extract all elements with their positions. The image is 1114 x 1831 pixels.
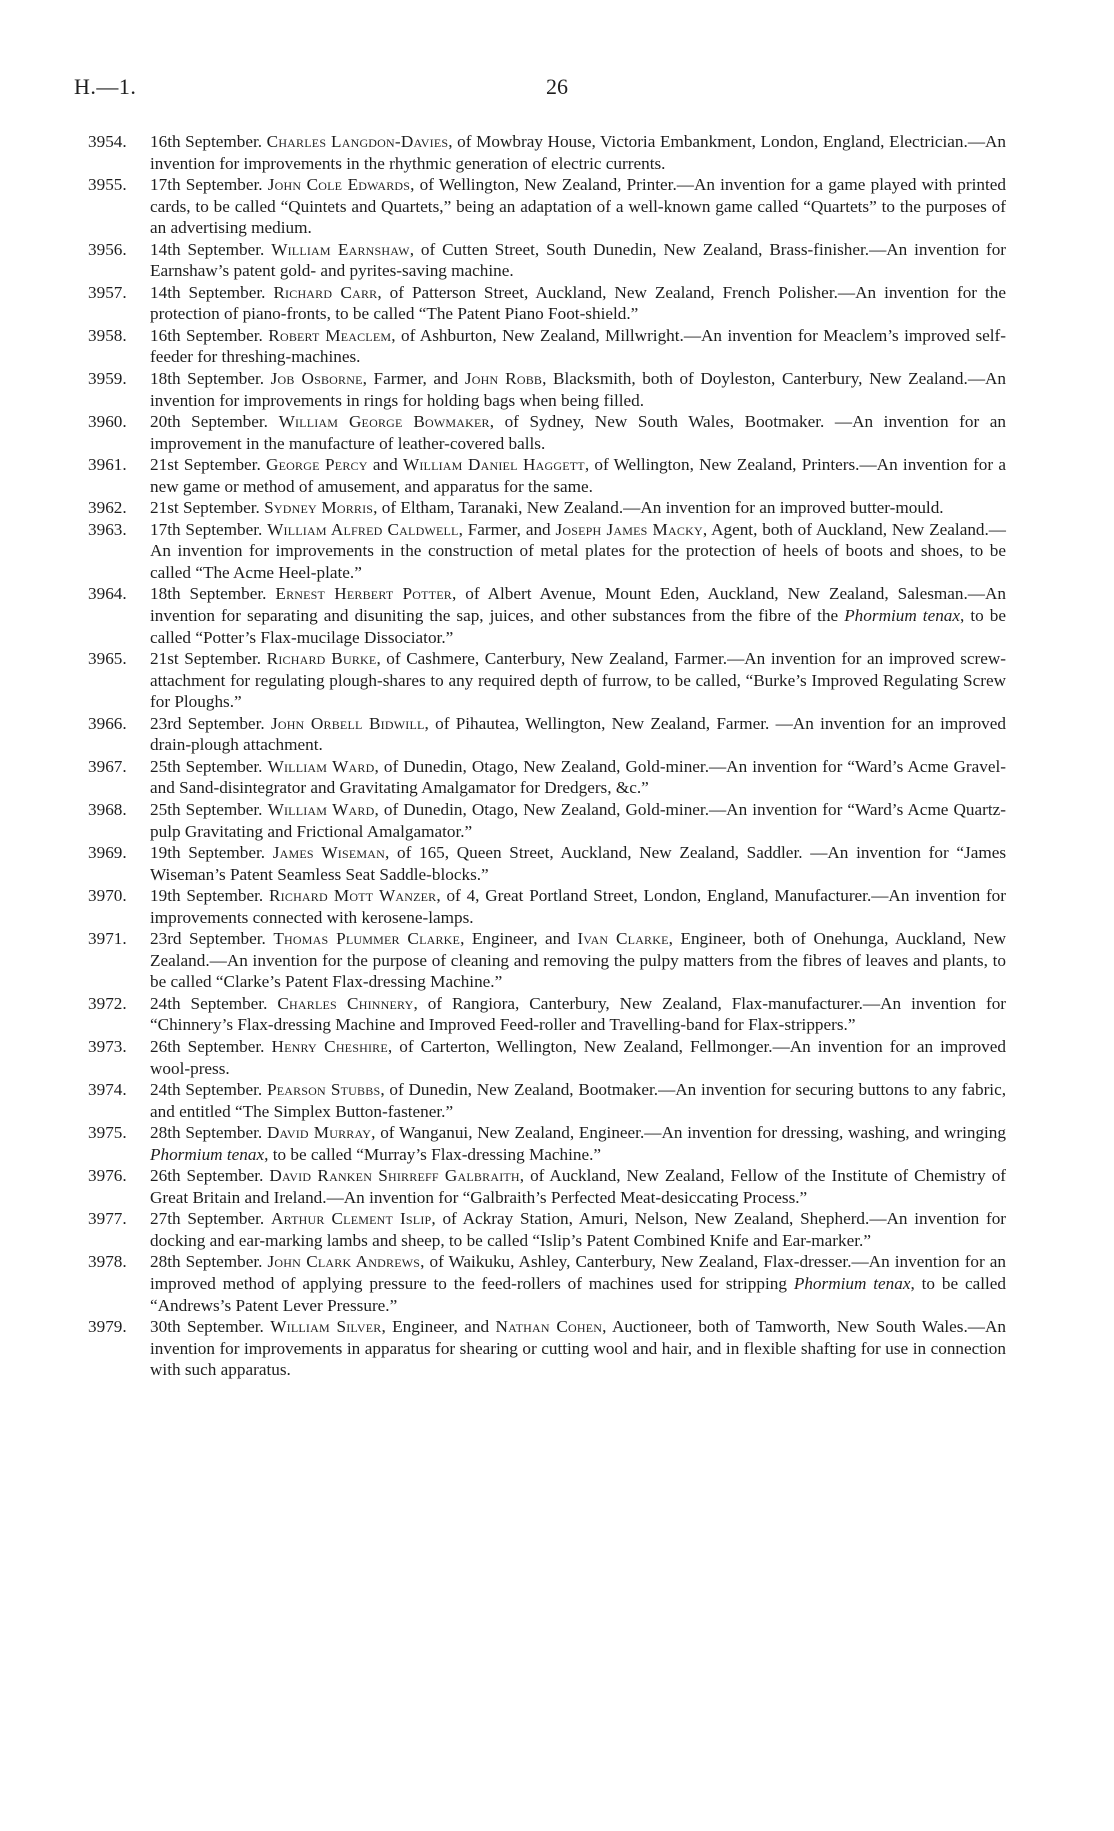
entry-date: 20th September. <box>150 412 268 432</box>
species-name: Phormium tenax <box>844 606 961 626</box>
applicant-name: David Ranken Shirreff Galbraith <box>269 1166 520 1186</box>
entry-number: 3965. <box>88 649 127 669</box>
entry-number: 3973. <box>88 1036 127 1056</box>
patent-entry <box>88 885 1006 928</box>
entry-text: , of Dunedin, Otago, New Zealand, Gold-miner.—An invention for “Ward’s Acme Quartz-pulp Gravitating and Frictional Amalgamator.” <box>150 799 1006 841</box>
entry-text: , of Albert Avenue, Mount Eden, Auckland, New Zealand, Salesman.—An invention for separating and disuniting the sap, juices, and other substances from the fibre of the <box>150 584 1006 626</box>
entry-text: , of Mowbray House, Victoria Embankment, London, England, Electrician.—An invention for improvements in the rhythmic generation of electric currents. <box>150 132 1007 173</box>
patent-entry <box>88 519 1006 584</box>
entry-date: 26th September. <box>150 1036 265 1056</box>
entry-date: 18th September. <box>150 369 265 389</box>
entry-text: , of Eltham, Taranaki, New Zealand.—An invention for an improved butter-mould. <box>373 498 944 518</box>
applicant-name: William Earnshaw <box>271 239 410 259</box>
entry-text: , of Rangiora, Canterbury, New Zealand, Flax-manufacturer.—An invention for “Chinnery’s Flax-dressing Machine and Improved Feed-roller and Travelling-band for Flax-strippers.” <box>150 993 1007 1035</box>
entry-date: 14th September. <box>150 239 265 259</box>
entry-text-continued: , of Wellington, New Zealand, Printers.—An invention for a new game or method of amusement, and apparatus for the same. <box>150 455 1007 496</box>
patent-entry <box>88 454 1006 497</box>
patent-entry <box>88 1079 1006 1122</box>
entry-text: , Farmer, and <box>362 369 465 389</box>
applicant-name: William Ward <box>267 756 375 776</box>
entry-date: 27th September. <box>150 1209 265 1229</box>
patent-entry <box>88 583 1006 648</box>
entry-text: , of Sydney, New South Wales, Bootmaker. —An invention for an improvement in the manufacture of leather-covered balls. <box>150 412 1007 453</box>
applicant-name: William Ward <box>267 799 375 819</box>
page-header <box>74 74 1040 104</box>
report-reference: H.—1. <box>74 74 137 99</box>
entry-date: 23rd September. <box>150 713 265 733</box>
applicant-name-second: William Daniel Haggett <box>402 455 585 475</box>
patent-entry <box>88 411 1006 454</box>
applicant-name: David Murray <box>266 1123 372 1143</box>
patent-entry <box>88 1165 1006 1208</box>
entry-date: 16th September. <box>150 132 263 151</box>
patent-entry <box>88 282 1006 325</box>
applicant-name: Henry Cheshire <box>271 1036 388 1056</box>
patent-entry <box>88 1036 1006 1079</box>
patent-entry <box>88 756 1006 799</box>
applicant-name: Job Osborne <box>270 369 363 389</box>
entry-number: 3960. <box>88 412 127 432</box>
applicant-name-second: Joseph James Macky <box>555 519 703 539</box>
entry-date: 25th September. <box>150 799 263 819</box>
page-number: 26 <box>546 74 568 99</box>
entry-text: , of Dunedin, New Zealand, Bootmaker.—An invention for securing buttons to any fabric, and entitled “The Simplex Button-fastener.” <box>150 1080 1006 1121</box>
entry-date: 28th September. <box>150 1252 263 1272</box>
entry-text-continued: , to be called “Andrews’s Patent Lever Pressure.” <box>150 1273 1006 1315</box>
entry-text-continued: , to be called “Murray’s Flax-dressing Machine.” <box>264 1144 602 1164</box>
entry-number: 3967. <box>88 756 127 776</box>
entry-number: 3962. <box>88 498 127 518</box>
patent-entry <box>88 368 1006 411</box>
entry-number: 3976. <box>88 1166 127 1186</box>
applicant-name: Richard Carr <box>273 282 378 302</box>
patent-entry <box>88 1316 1006 1381</box>
patent-entry <box>88 497 1006 519</box>
entry-date: 21st September. <box>150 498 260 518</box>
applicant-name: John Orbell Bidwill <box>270 713 425 733</box>
entry-text: , Engineer, and <box>460 929 578 949</box>
applicant-name: John Clark Andrews <box>267 1252 421 1272</box>
entry-number: 3958. <box>88 325 127 345</box>
entry-date: 14th September. <box>150 282 266 302</box>
patent-entry <box>88 1208 1006 1251</box>
entry-text: , of Auckland, New Zealand, Fellow of the Institute of Chemistry of Great Britain and Ireland.—An invention for “Galbraith’s Perfected Meat-desiccating Process.” <box>150 1166 1007 1207</box>
entry-number: 3963. <box>88 519 127 539</box>
entry-number: 3966. <box>88 713 127 733</box>
patent-entries-list <box>88 131 1006 1381</box>
patent-entry <box>88 713 1006 756</box>
entry-date: 24th September. <box>150 993 268 1013</box>
entry-text: , Engineer, and <box>381 1317 496 1337</box>
entry-date: 17th September. <box>150 519 263 539</box>
applicant-name: Robert Meaclem <box>268 325 392 345</box>
entry-number: 3955. <box>88 175 127 195</box>
entry-text-continued: , Auctioneer, both of Tamworth, New South Wales.—An invention for improvements in apparatus for shearing or cutting wool and hair, and in flexible shafting for use in connection with such apparatus. <box>150 1317 1006 1380</box>
entry-text: , of Cashmere, Canterbury, New Zealand, Farmer.—An invention for an improved screw-attachment for regulating plough-shares to any required depth of furrow, to be called, “Burke’s Improved Regulating Screw for Ploughs.” <box>150 649 1007 712</box>
patent-entry <box>88 1251 1006 1316</box>
patent-entry <box>88 928 1006 993</box>
patent-entry <box>88 325 1006 368</box>
entry-text: , of 4, Great Portland Street, London, England, Manufacturer.—An invention for improvements connected with kerosene-lamps. <box>150 886 1006 927</box>
entry-date: 21st September. <box>150 649 262 669</box>
applicant-name: William George Bowmaker <box>278 412 490 432</box>
patent-entry <box>88 174 1006 239</box>
entry-date: 21st September. <box>150 455 261 475</box>
patent-entry <box>88 799 1006 842</box>
entry-number: 3978. <box>88 1252 127 1272</box>
applicant-name: Charles Chinnery <box>277 993 414 1013</box>
entry-number: 3968. <box>88 799 127 819</box>
applicant-name-second: Nathan Cohen <box>495 1317 603 1337</box>
applicant-name: William Alfred Caldwell <box>267 519 459 539</box>
patent-entry <box>88 239 1006 282</box>
applicant-name: Thomas Plummer Clarke <box>273 929 461 949</box>
entry-number: 3972. <box>88 993 127 1013</box>
entry-text: , of Ackray Station, Amuri, Nelson, New Zealand, Shepherd.—An invention for docking and ear-marking lambs and sheep, to be called “Islip’s Patent Combined Knife and Ear-marker.” <box>150 1209 1007 1250</box>
entry-number: 3954. <box>88 132 127 151</box>
entry-number: 3957. <box>88 282 127 302</box>
entry-text: , of Ashburton, New Zealand, Millwright.—An invention for Meaclem’s improved self-feeder for threshing-machines. <box>150 325 1007 367</box>
entry-text: , of Wanganui, New Zealand, Engineer.—An invention for dressing, washing, and wringing <box>371 1123 1006 1143</box>
entry-number: 3979. <box>88 1317 127 1337</box>
applicant-name: Arthur Clement Islip <box>270 1209 432 1229</box>
entry-date: 19th September. <box>150 886 264 906</box>
applicant-name-second: Ivan Clarke <box>577 929 669 949</box>
entry-number: 3969. <box>88 843 127 863</box>
entry-date: 26th September. <box>150 1166 264 1186</box>
entry-number: 3970. <box>88 886 127 906</box>
entry-text: and <box>367 455 403 475</box>
applicant-name: John Cole Edwards <box>267 175 411 195</box>
entry-date: 18th September. <box>150 584 267 604</box>
entry-number: 3964. <box>88 584 127 604</box>
entry-number: 3961. <box>88 455 127 475</box>
entry-text-continued: , Agent, both of Auckland, New Zealand.—An invention for improvements in the construction of metal plates for the protection of heels of boots and shoes, to be called “The Acme Heel-plate.” <box>150 519 1006 582</box>
entry-text: , of Patterson Street, Auckland, New Zealand, French Polisher.—An invention for the protection of piano-fronts, to be called “The Patent Piano Foot-shield.” <box>150 282 1006 324</box>
entry-text: , of Wellington, New Zealand, Printer.—An invention for a game played with printed cards, to be called “Quintets and Quartets,” being an adaptation of a well-known game called “Quartets” to the purposes of an advertising medium. <box>150 175 1006 238</box>
applicant-name: Ernest Herbert Potter <box>275 584 452 604</box>
entry-date: 28th September. <box>150 1123 263 1143</box>
entry-text: , of Dunedin, Otago, New Zealand, Gold-miner.—An invention for “Ward’s Acme Gravel- and Sand-disintegrator and Gravitating Amalgamator for Dredgers, &c.” <box>150 756 1006 798</box>
applicant-name: Sydney Morris <box>264 498 374 518</box>
applicant-name: Richard Mott Wanzer <box>269 886 437 906</box>
entry-date: 19th September. <box>150 843 266 863</box>
applicant-name: William Silver <box>270 1317 382 1337</box>
entry-number: 3974. <box>88 1080 127 1100</box>
entry-text: , of Pihautea, Wellington, New Zealand, Farmer. —An invention for an improved drain-plough attachment. <box>150 713 1007 755</box>
entry-text-continued: , to be called “Potter’s Flax-mucilage Dissociator.” <box>150 606 1006 647</box>
applicant-name: James Wiseman <box>272 843 386 863</box>
entry-number: 3959. <box>88 369 127 389</box>
patent-entry <box>88 131 1006 174</box>
applicant-name: Richard Burke <box>266 649 377 669</box>
entry-date: 23rd September. <box>150 929 266 949</box>
patent-entry <box>88 842 1006 885</box>
entry-number: 3956. <box>88 239 127 259</box>
entry-date: 16th September. <box>150 325 263 345</box>
entry-text: , of Cutten Street, South Dunedin, New Zealand, Brass-finisher.—An invention for Earnshaw’s patent gold- and pyrites-saving machine. <box>150 239 1007 281</box>
applicant-name-second: John Robb <box>464 369 543 389</box>
applicant-name: Charles Langdon-Davies <box>266 132 449 151</box>
entry-date: 25th September. <box>150 756 263 776</box>
entry-text: , of Waikuku, Ashley, Canterbury, New Zealand, Flax-dresser.—An invention for an improved method of applying pressure to the feed-rollers of machines used for stripping <box>150 1252 1007 1293</box>
applicant-name: Pearson Stubbs <box>266 1080 381 1100</box>
entry-text-continued: , Engineer, both of Onehunga, Auckland, New Zealand.—An invention for the purpose of cleaning and removing the pulpy matters from the fibres of leaves and plants, to be called “Clarke’s Patent Flax-dressing Machine.” <box>150 929 1007 992</box>
patent-entry <box>88 648 1006 713</box>
entry-text: , Farmer, and <box>458 519 556 539</box>
species-name: Phormium tenax <box>150 1144 265 1164</box>
entry-number: 3975. <box>88 1123 127 1143</box>
entry-text: , of Carterton, Wellington, New Zealand, Fellmonger.—An invention for an improved wool-press. <box>150 1036 1006 1078</box>
entry-number: 3977. <box>88 1209 127 1229</box>
entry-text: , of 165, Queen Street, Auckland, New Zealand, Saddler. —An invention for “James Wiseman’s Patent Seamless Seat Saddle-blocks.” <box>150 843 1007 884</box>
applicant-name: George Percy <box>266 455 368 475</box>
entry-text-continued: , Blacksmith, both of Doyleston, Canterbury, New Zealand.—An invention for improvements in rings for holding bags when being filled. <box>150 369 1007 410</box>
patent-entry <box>88 993 1006 1036</box>
entry-date: 30th September. <box>150 1317 264 1337</box>
entry-date: 24th September. <box>150 1080 263 1100</box>
species-name: Phormium tenax <box>793 1273 911 1293</box>
entry-number: 3971. <box>88 929 127 949</box>
patent-entry <box>88 1122 1006 1165</box>
entry-date: 17th September. <box>150 175 263 195</box>
